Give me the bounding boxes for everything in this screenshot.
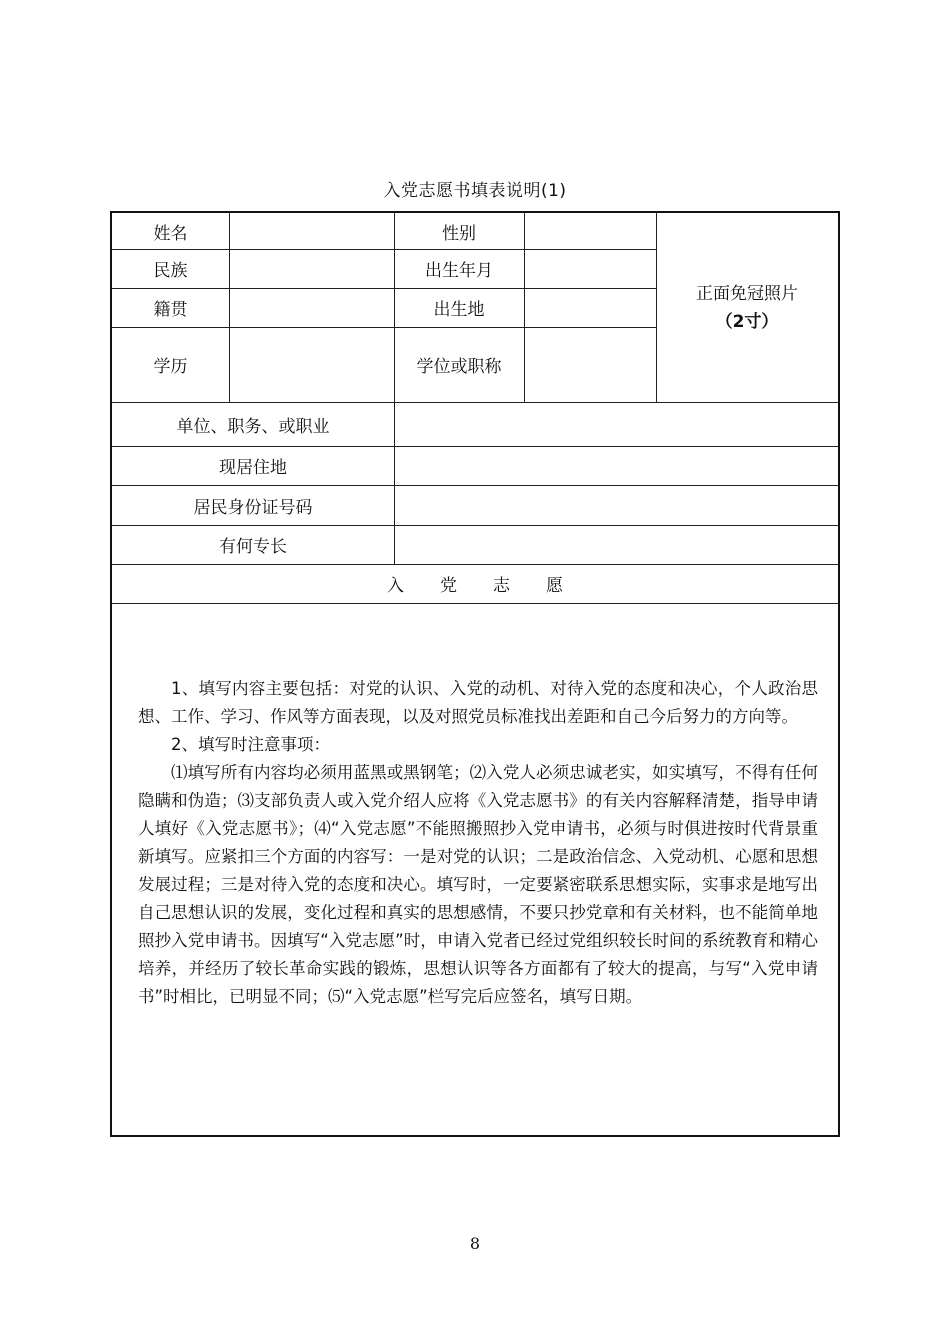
id-number-field[interactable]: [394, 485, 838, 525]
gender-label: 性别: [442, 223, 476, 244]
ethnicity-label: 民族: [153, 261, 188, 281]
vow-title-char: 愿: [546, 576, 563, 596]
birthdate-label: 出生年月: [425, 261, 493, 281]
gender-field[interactable]: [524, 213, 656, 249]
native-place-field[interactable]: [229, 288, 394, 327]
name-label: 姓名: [153, 223, 188, 244]
residence-field[interactable]: [394, 446, 838, 485]
application-form-table: [110, 211, 840, 1137]
photo-size: （2寸）: [715, 311, 779, 332]
photo-box[interactable]: [656, 213, 838, 402]
degree-label: 学位或职称: [416, 357, 502, 377]
form-title: 入党志愿书填表说明(1): [383, 181, 567, 201]
ethnicity-field[interactable]: [229, 249, 394, 288]
instruction-paragraph: 2、填写时注意事项：: [171, 735, 330, 754]
row-divider: [112, 603, 838, 604]
education-label: 学历: [153, 357, 188, 377]
degree-field[interactable]: [524, 327, 656, 402]
residence-label: 现居住地: [219, 458, 287, 478]
native-place-label: 籍贯: [153, 300, 188, 320]
instructions-text: [138, 675, 818, 1011]
photo-label: 正面免冠照片: [696, 283, 798, 304]
instruction-paragraph: 1、填写内容主要包括：对党的认识、入党的动机、对待入党的态度和决心，个人政治思想、工作、学习、作风等方面表现，以及对照党员标准找出差距和自己今后努力的方向等。: [138, 679, 818, 726]
id-number-label: 居民身份证号码: [193, 497, 313, 518]
vow-title-char: 志: [493, 576, 510, 596]
page-number: 8: [469, 1234, 481, 1253]
education-field[interactable]: [229, 327, 394, 402]
instruction-paragraph: ⑴填写所有内容均必须用蓝黑或黑钢笔；⑵入党人必须忠诚老实，如实填写，不得有任何隐瞒和伪造；⑶支部负责人或入党介绍人应将《入党志愿书》的有关内容解释清楚，指导申请人填好《入党志愿书》；⑷“入党志愿”不能照搬照抄入党申请书，必须与时俱进按时代背景重新填写。应紧扣三个方面的内容写：一是对党的认识；二是政治信念、入党动机、心愿和思想发展过程；三是对待入党的态度和决心。填写时，一定要紧密联系思想实际，实事求是地写出自己思想认识的发展，变化过程和真实的思想感情，不要只抄党章和有关材料，也不能简单地照抄入党申请书。因填写“入党志愿”时，申请入党者已经过党组织较长时间的系统教育和精心培养，并经历了较长革命实践的锻炼，思想认识等各方面都有了较大的提高，与写“入党申请书”时相比，已明显不同；⑸“入党志愿”栏写完后应签名，填写日期。: [138, 763, 818, 1006]
workplace-field[interactable]: [394, 402, 838, 446]
name-field[interactable]: [229, 213, 394, 249]
birthplace-label: 出生地: [433, 300, 485, 320]
specialty-label: 有何专长: [219, 537, 287, 557]
workplace-label: 单位、职务、或职业: [176, 416, 330, 437]
vow-title-char: 党: [440, 576, 457, 596]
specialty-field[interactable]: [394, 525, 838, 564]
vow-section-title: [112, 564, 838, 603]
birthdate-field[interactable]: [524, 249, 656, 288]
vow-title-char: 入: [387, 576, 404, 596]
birthplace-field[interactable]: [524, 288, 656, 327]
